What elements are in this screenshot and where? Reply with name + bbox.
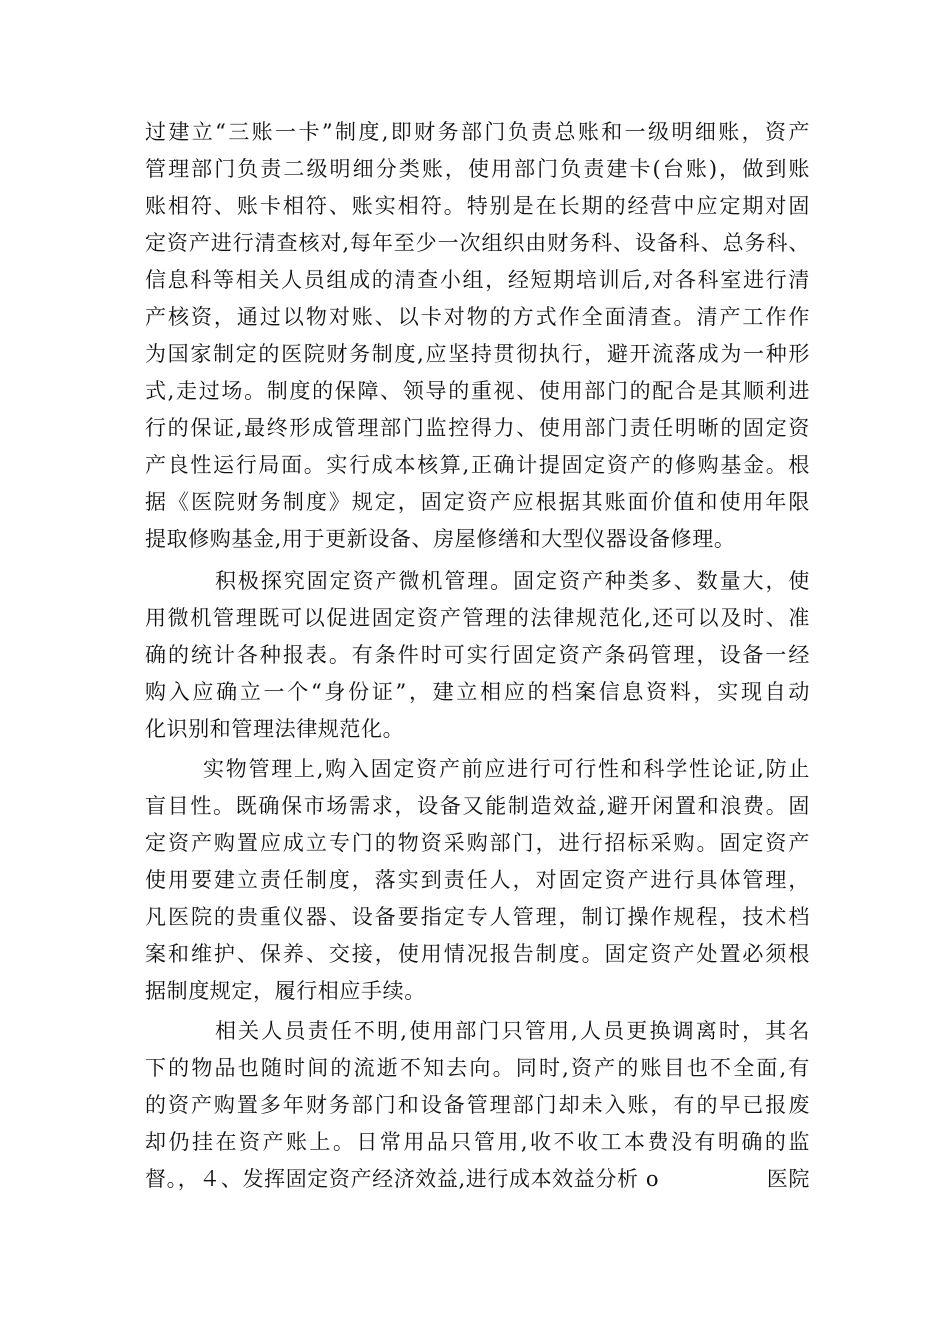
text-line: 积极探究固定资产微机管理。固定资产种类多、数量大，使 <box>215 569 810 593</box>
paragraph-physical-management <box>145 751 810 1010</box>
text-line: 的资产购置多年财务部门和设备管理部门却未入账，有的早已报废 <box>145 1093 810 1117</box>
text-line: 过建立“三账一卡”制度,即财务部门负责总账和一级明细账，资产 <box>145 120 810 144</box>
final-line-mark: o <box>645 1167 660 1191</box>
text-line: 化识别和管理法律规范化。 <box>145 717 405 741</box>
text-line: 行的保证,最终形成管理部门监控得力、使用部门责任明晰的固定资 <box>145 416 810 440</box>
text-line: 定资产购置应成立专门的物资采购部门，进行招标采购。固定资产 <box>145 831 810 855</box>
text-line: 盲目性。既确保市场需求，设备又能制造效益,避开闲置和浪费。固 <box>145 794 810 818</box>
paragraph-responsibility <box>145 1013 810 1198</box>
text-line: 相关人员责任不明,使用部门只管用,人员更换调离时，其名 <box>215 1019 810 1043</box>
text-line-final <box>145 1161 810 1198</box>
paragraph-asset-accounting <box>145 114 810 558</box>
text-line: 管理部门负责二级明细分类账，使用部门负责建卡(台账)，做到账 <box>145 157 810 181</box>
text-line: 购入应确立一个“身份证”，建立相应的档案信息资料，实现自动 <box>145 680 810 704</box>
text-line: 确的统计各种报表。有条件时可实行固定资产条码管理，设备一经 <box>145 643 810 667</box>
text-line: 提取修购基金,用于更新设备、房屋修缮和大型仪器设备修理。 <box>145 527 736 551</box>
text-line: 却仍挂在资产账上。日常用品只管用,收不收工本费没有明确的监 <box>145 1130 810 1154</box>
final-line-text: 督。，４、发挥固定资产经济效益,进行成本效益分析 <box>145 1167 639 1191</box>
text-line: 凡医院的贵重仪器、设备要指定专人管理，制订操作规程，技术档 <box>145 905 810 929</box>
text-line: 产核资，通过以物对账、以卡对物的方式作全面清查。清产工作作 <box>145 305 810 329</box>
text-line: 使用要建立责任制度，落实到责任人，对固定资产进行具体管理， <box>145 868 810 892</box>
final-line-tail: 医院 <box>766 1167 810 1191</box>
text-line: 实物管理上,购入固定资产前应进行可行性和科学性论证,防止 <box>203 757 810 781</box>
text-line: 案和维护、保养、交接，使用情况报告制度。固定资产处置必须根 <box>145 942 810 966</box>
text-line: 用微机管理既可以促进固定资产管理的法律规范化,还可以及时、准 <box>145 606 810 630</box>
paragraph-computer-management <box>145 563 810 748</box>
text-line: 定资产进行清查核对,每年至少一次组织由财务科、设备科、总务科、 <box>145 231 810 255</box>
text-line: 下的物品也随时间的流逝不知去向。同时,资产的账目也不全面,有 <box>145 1056 810 1080</box>
text-line: 据《医院财务制度》规定，固定资产应根据其账面价值和使用年限 <box>145 490 810 514</box>
text-line: 信息科等相关人员组成的清查小组，经短期培训后,对各科室进行清 <box>145 268 810 292</box>
text-line: 产良性运行局面。实行成本核算,正确计提固定资产的修购基金。根 <box>145 453 810 477</box>
text-line: 据制度规定，履行相应手续。 <box>145 979 426 1003</box>
text-line: 账相符、账卡相符、账实相符。特别是在长期的经营中应定期对固 <box>145 194 810 218</box>
text-line: 为国家制定的医院财务制度,应坚持贯彻执行，避开流落成为一种形 <box>145 342 810 366</box>
text-line: 式,走过场。制度的保障、领导的重视、使用部门的配合是其顺利进 <box>145 379 810 403</box>
